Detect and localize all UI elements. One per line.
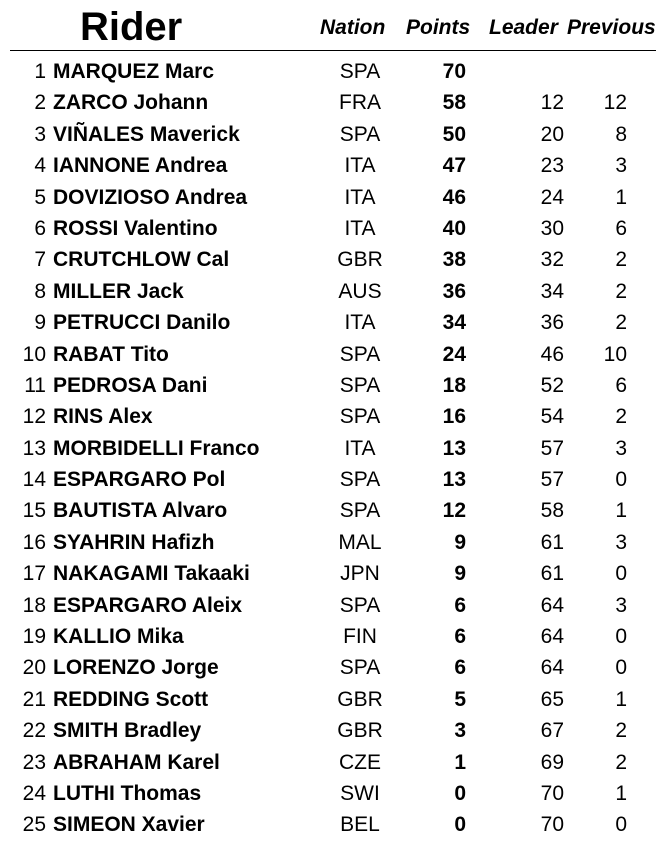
nation-cell: FRA [339,91,381,115]
leader-gap-cell: 57 [540,436,564,460]
points-cell: 18 [442,373,466,397]
rider-name-cell: SIMEON Xavier [53,813,205,837]
leader-gap-cell: 57 [540,468,564,492]
points-cell: 16 [442,405,466,429]
position-cell: 3 [34,122,46,146]
previous-gap-cell: 1 [615,499,627,523]
nation-cell: SPA [339,405,381,429]
nation-cell: SPA [339,373,381,397]
nation-cell: GBR [337,719,383,743]
rider-name-cell: SYAHRIN Hafizh [53,530,215,554]
nation-cell: ITA [344,311,376,335]
points-cell: 6 [454,656,466,680]
position-cell: 17 [22,562,46,586]
rider-name-cell: ABRAHAM Karel [53,750,220,774]
nation-cell: SPA [339,593,381,617]
leader-gap-cell: 70 [540,813,564,837]
position-cell: 14 [22,468,46,492]
position-cell: 4 [34,154,46,178]
previous-gap-cell: 1 [615,185,627,209]
position-cell: 21 [22,687,46,711]
points-cell: 6 [454,593,466,617]
position-cell: 24 [22,781,46,805]
table-row [0,433,660,464]
header-divider [10,50,656,51]
nation-cell: BEL [340,813,380,837]
nation-cell: SPA [339,60,381,83]
points-cell: 12 [442,499,466,523]
previous-gap-cell: 3 [615,436,627,460]
rider-name-cell: BAUTISTA Alvaro [53,499,228,523]
previous-gap-cell: 1 [615,781,627,805]
position-cell: 12 [22,405,46,429]
rider-column-header: Rider [80,5,183,49]
nation-cell: SPA [339,656,381,680]
table-row [0,652,660,683]
position-cell: 15 [22,499,46,523]
rider-name-cell: RINS Alex [53,405,153,429]
leader-gap-cell: 61 [540,530,564,554]
position-cell: 5 [34,185,46,209]
leader-gap-cell: 65 [540,687,564,711]
nation-cell: FIN [343,625,377,649]
table-row [0,276,660,307]
rider-name-cell: SMITH Bradley [53,719,202,743]
points-cell: 13 [442,436,466,460]
points-cell: 58 [442,91,466,115]
table-row [0,747,660,778]
nation-column-header: Nation [320,16,386,39]
table-row [0,56,660,87]
table-row [0,590,660,621]
previous-gap-cell: 3 [615,530,627,554]
leader-gap-cell: 69 [540,750,564,774]
previous-gap-cell: 2 [615,405,627,429]
rider-name-cell: LUTHI Thomas [53,781,202,805]
position-cell: 16 [22,530,46,554]
points-column-header: Points [406,16,471,39]
rider-name-cell: PEDROSA Dani [53,373,208,397]
table-row [0,339,660,370]
nation-cell: SPA [339,342,381,366]
previous-gap-cell: 3 [615,154,627,178]
nation-cell: GBR [337,687,383,711]
nation-cell: SPA [339,468,381,492]
position-cell: 6 [34,216,46,240]
previous-gap-cell: 0 [615,813,627,837]
previous-gap-cell: 1 [615,687,627,711]
table-row [0,307,660,338]
nation-cell: AUS [338,279,382,303]
position-cell: 25 [22,813,46,837]
rider-name-cell: MARQUEZ Marc [53,60,215,83]
previous-gap-cell: 6 [615,373,627,397]
table-header [0,0,660,50]
leader-gap-cell: 32 [540,248,564,272]
table-row [0,809,660,840]
leader-gap-cell: 23 [540,154,564,178]
nation-cell: ITA [344,216,376,240]
points-cell: 46 [442,185,466,209]
leader-gap-cell: 64 [540,625,564,649]
previous-gap-cell: 0 [615,468,627,492]
nation-cell: SPA [339,122,381,146]
leader-gap-cell: 54 [540,405,564,429]
table-row [0,621,660,652]
points-cell: 50 [442,122,466,146]
leader-gap-cell: 12 [540,91,564,115]
nation-cell: SPA [339,499,381,523]
previous-gap-cell: 2 [615,248,627,272]
nation-cell: SWI [340,781,380,805]
previous-gap-cell: 8 [615,122,627,146]
position-cell: 13 [22,436,46,460]
previous-gap-cell: 12 [603,91,627,115]
rider-name-cell: ESPARGARO Aleix [53,593,243,617]
nation-cell: ITA [344,185,376,209]
rider-name-cell: ESPARGARO Pol [53,468,226,492]
points-cell: 24 [442,342,466,366]
points-cell: 38 [442,248,466,272]
rider-name-cell: REDDING Scott [53,687,209,711]
leader-gap-cell: 64 [540,593,564,617]
table-row [0,778,660,809]
leader-gap-cell: 52 [540,373,564,397]
table-row [0,495,660,526]
rider-name-cell: MILLER Jack [53,279,184,303]
points-cell: 40 [442,216,466,240]
table-row [0,715,660,746]
rider-name-cell: CRUTCHLOW Cal [53,248,230,272]
table-row [0,558,660,589]
leader-gap-cell: 30 [540,216,564,240]
table-body [0,56,660,841]
previous-gap-cell: 2 [615,719,627,743]
leader-gap-cell: 46 [540,342,564,366]
previous-gap-cell: 3 [615,593,627,617]
previous-gap-cell: 10 [603,342,627,366]
previous-gap-cell: 2 [615,311,627,335]
position-cell: 10 [22,342,46,366]
points-cell: 70 [442,60,466,83]
leader-gap-cell: 61 [540,562,564,586]
rider-name-cell: DOVIZIOSO Andrea [53,185,248,209]
position-cell: 7 [34,248,46,272]
position-cell: 20 [22,656,46,680]
points-cell: 0 [454,781,466,805]
leader-gap-cell: 58 [540,499,564,523]
rider-name-cell: KALLIO Mika [53,625,184,649]
nation-cell: ITA [344,154,376,178]
leader-gap-cell: 64 [540,656,564,680]
leader-gap-cell: 36 [540,311,564,335]
position-cell: 19 [22,625,46,649]
table-row [0,119,660,150]
previous-gap-cell: 0 [615,625,627,649]
leader-gap-cell: 24 [540,185,564,209]
rider-name-cell: ROSSI Valentino [53,216,218,240]
table-row [0,150,660,181]
previous-column-header: Previous [567,16,656,39]
rider-name-cell: LORENZO Jorge [53,656,219,680]
table-row [0,527,660,558]
points-cell: 9 [454,530,466,554]
nation-cell: ITA [344,436,376,460]
points-cell: 6 [454,625,466,649]
table-row [0,244,660,275]
rider-name-cell: PETRUCCI Danilo [53,311,231,335]
points-cell: 5 [454,687,466,711]
points-cell: 0 [454,813,466,837]
points-cell: 47 [442,154,466,178]
table-row [0,370,660,401]
nation-cell: GBR [337,248,383,272]
table-row [0,213,660,244]
table-row [0,401,660,432]
nation-cell: JPN [340,562,380,586]
position-cell: 2 [34,91,46,115]
nation-cell: CZE [339,750,381,774]
previous-gap-cell: 0 [615,562,627,586]
previous-gap-cell: 2 [615,750,627,774]
points-cell: 34 [442,311,466,335]
leader-gap-cell: 70 [540,781,564,805]
leader-gap-cell: 67 [540,719,564,743]
previous-gap-cell: 0 [615,656,627,680]
rider-name-cell: ZARCO Johann [53,91,209,115]
position-cell: 18 [22,593,46,617]
rider-name-cell: NAKAGAMI Takaaki [53,562,250,586]
table-row [0,87,660,118]
nation-cell: MAL [338,530,382,554]
previous-gap-cell: 2 [615,279,627,303]
points-cell: 1 [454,750,466,774]
points-cell: 9 [454,562,466,586]
position-cell: 23 [22,750,46,774]
points-cell: 3 [454,719,466,743]
leader-gap-cell: 20 [540,122,564,146]
table-row [0,182,660,213]
position-cell: 1 [34,60,46,83]
rider-name-cell: VIÑALES Maverick [53,122,240,146]
table-row [0,464,660,495]
rider-name-cell: IANNONE Andrea [53,154,228,178]
position-cell: 22 [22,719,46,743]
position-cell: 9 [34,311,46,335]
table-row [0,684,660,715]
leader-column-header: Leader [489,16,558,39]
rider-name-cell: MORBIDELLI Franco [53,436,260,460]
points-cell: 13 [442,468,466,492]
position-cell: 11 [24,373,46,397]
leader-gap-cell: 34 [540,279,564,303]
rider-name-cell: RABAT Tito [53,342,169,366]
points-cell: 36 [442,279,466,303]
position-cell: 8 [34,279,46,303]
previous-gap-cell: 6 [615,216,627,240]
